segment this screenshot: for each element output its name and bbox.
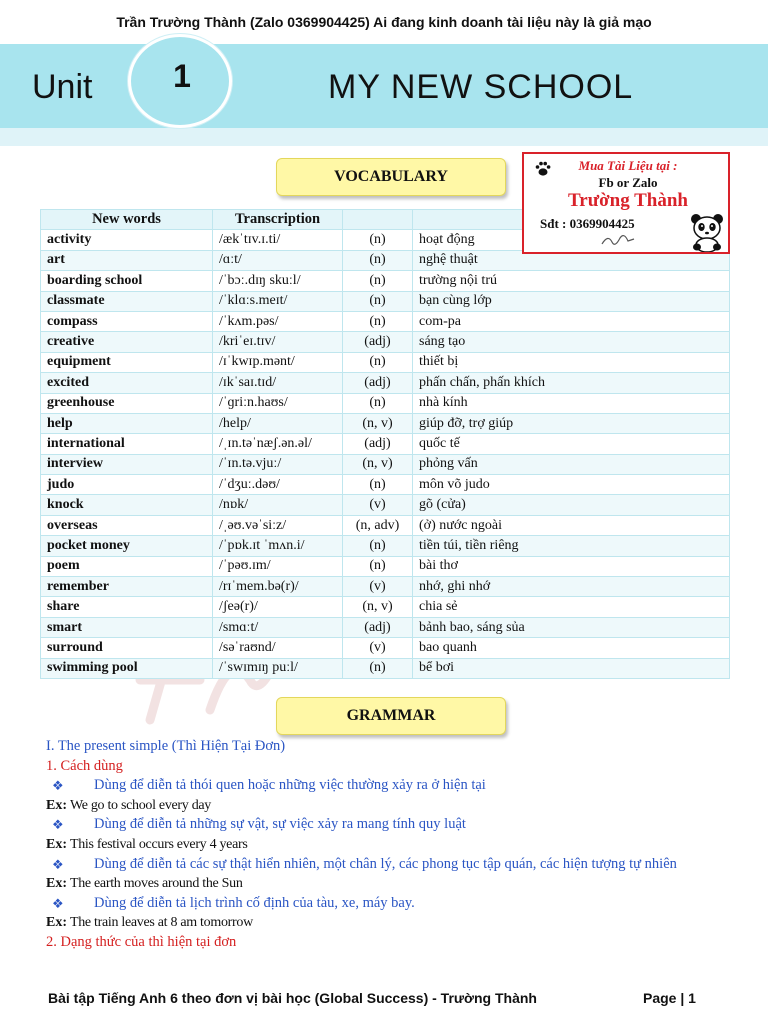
unit-title: MY NEW SCHOOL: [328, 68, 634, 106]
grammar-section: [46, 737, 736, 953]
usage-bullet: [46, 815, 736, 835]
table-row: [41, 291, 730, 311]
word-type-cell: (n): [343, 250, 413, 270]
word-type-cell: (n, v): [343, 454, 413, 474]
meaning-cell: com-pa: [413, 311, 730, 331]
usage-bullet: [46, 855, 736, 875]
word-type-cell: (n, adv): [343, 515, 413, 535]
meaning-cell: sáng tạo: [413, 332, 730, 352]
column-header-transcription: Transcription: [213, 210, 343, 230]
example-label: Ex:: [46, 876, 67, 892]
transcription-cell: /ˈɡriːn.haʊs/: [213, 393, 343, 413]
bullet-text: Dùng để diễn tả thói quen hoặc những việc thường xảy ra ở hiện tại: [94, 777, 486, 794]
example-line: [46, 796, 736, 816]
word-type-cell: (adj): [343, 434, 413, 454]
grammar-topic-heading: I. The present simple (Thì Hiện Tại Đơn): [46, 738, 286, 754]
meaning-cell: chia sẻ: [413, 597, 730, 617]
table-row: [41, 597, 730, 617]
word-cell: knock: [41, 495, 213, 515]
table-row: [41, 556, 730, 576]
transcription-cell: /ˈɪn.tə.vjuː/: [213, 454, 343, 474]
word-cell: excited: [41, 373, 213, 393]
stamp-seller-name: Trường Thành: [568, 190, 688, 211]
word-cell: judo: [41, 475, 213, 495]
header-note: Trần Trường Thành (Zalo 0369904425) Ai đang kinh doanh tài liệu này là giả mạo: [116, 14, 652, 30]
panda-icon: [688, 212, 726, 252]
meaning-cell: tiền túi, tiền riêng: [413, 536, 730, 556]
meaning-cell: giúp đỡ, trợ giúp: [413, 413, 730, 433]
footer-book-title: Bài tập Tiếng Anh 6 theo đơn vị bài học (Global Success) - Trường Thành: [48, 990, 537, 1006]
stamp-buy-text: Mua Tài Liệu tại :: [578, 158, 678, 173]
table-row: [41, 271, 730, 291]
transcription-cell: /ˈklɑːs.meɪt/: [213, 291, 343, 311]
bullet-text: Dùng để diễn tả lịch trình cố định của tàu, xe, máy bay.: [94, 894, 415, 911]
usage-bullet: [46, 894, 736, 914]
meaning-cell: gõ (cửa): [413, 495, 730, 515]
diamond-bullet-icon: ❖: [52, 778, 64, 794]
page-footer: [0, 988, 768, 1012]
table-row: [41, 434, 730, 454]
example-label: Ex:: [46, 915, 67, 931]
table-row: [41, 393, 730, 413]
word-type-cell: (n): [343, 658, 413, 678]
word-cell: share: [41, 597, 213, 617]
meaning-cell: quốc tế: [413, 434, 730, 454]
example-line: [46, 835, 736, 855]
word-cell: equipment: [41, 352, 213, 372]
transcription-cell: /kriˈeɪ.tɪv/: [213, 332, 343, 352]
word-type-cell: (n): [343, 352, 413, 372]
table-row: [41, 495, 730, 515]
table-row: [41, 658, 730, 678]
transcription-cell: /ˈdʒuː.dəʊ/: [213, 475, 343, 495]
signature: [600, 232, 636, 250]
stamp-phone: Sđt : 0369904425: [540, 216, 635, 231]
diamond-bullet-icon: ❖: [52, 817, 64, 833]
word-type-cell: (n): [343, 393, 413, 413]
example-text: This festival occurs every 4 years: [69, 836, 248, 852]
word-cell: activity: [41, 230, 213, 250]
word-cell: swimming pool: [41, 658, 213, 678]
transcription-cell: /ɪkˈsaɪ.tɪd/: [213, 373, 343, 393]
word-cell: international: [41, 434, 213, 454]
transcription-cell: /ˈbɔː.dɪŋ skuːl/: [213, 271, 343, 291]
bullet-text: Dùng để diễn tả những sự vật, sự việc xảy ra mang tính quy luật: [94, 816, 466, 833]
table-row: [41, 536, 730, 556]
transcription-cell: /ˌɪn.təˈnæʃ.ən.əl/: [213, 434, 343, 454]
word-type-cell: (v): [343, 577, 413, 597]
transcription-cell: /səˈraʊnd/: [213, 638, 343, 658]
example-label: Ex:: [46, 797, 67, 813]
word-type-cell: (adj): [343, 332, 413, 352]
word-type-cell: (v): [343, 495, 413, 515]
word-type-cell: (n, v): [343, 413, 413, 433]
page-number: Page | 1: [643, 990, 696, 1006]
word-type-cell: (n): [343, 311, 413, 331]
word-cell: overseas: [41, 515, 213, 535]
word-cell: classmate: [41, 291, 213, 311]
word-type-cell: (adj): [343, 617, 413, 637]
diamond-bullet-icon: ❖: [52, 856, 64, 872]
word-type-cell: (n): [343, 475, 413, 495]
transcription-cell: /rɪˈmem.bə(r)/: [213, 577, 343, 597]
transcription-cell: /ˈpɒk.ɪt ˈmʌn.i/: [213, 536, 343, 556]
meaning-cell: (ở) nước ngoài: [413, 515, 730, 535]
seller-stamp: [522, 152, 730, 254]
vocabulary-rows: [41, 230, 730, 679]
grammar-heading: GRAMMAR: [276, 697, 506, 735]
word-cell: surround: [41, 638, 213, 658]
meaning-cell: bảnh bao, sáng sủa: [413, 617, 730, 637]
example-line: [46, 913, 736, 933]
example-text: We go to school every day: [69, 797, 212, 813]
meaning-cell: trường nội trú: [413, 271, 730, 291]
transcription-cell: /smɑːt/: [213, 617, 343, 637]
word-type-cell: (n): [343, 230, 413, 250]
transcription-cell: /help/: [213, 413, 343, 433]
meaning-cell: bao quanh: [413, 638, 730, 658]
table-row: [41, 638, 730, 658]
vocabulary-table: [40, 209, 730, 679]
example-label: Ex:: [46, 836, 67, 852]
column-header-new-words: New words: [41, 210, 213, 230]
transcription-cell: /ɑːt/: [213, 250, 343, 270]
table-row: [41, 373, 730, 393]
table-row: [41, 515, 730, 535]
word-cell: compass: [41, 311, 213, 331]
meaning-cell: bài thơ: [413, 556, 730, 576]
usage-bullet: [46, 776, 736, 796]
word-cell: boarding school: [41, 271, 213, 291]
example-text: The earth moves around the Sun: [69, 876, 243, 892]
meaning-cell: bể bơi: [413, 658, 730, 678]
meaning-cell: thiết bị: [413, 352, 730, 372]
word-cell: help: [41, 413, 213, 433]
table-row: [41, 352, 730, 372]
transcription-cell: /nɒk/: [213, 495, 343, 515]
meaning-cell: phỏng vấn: [413, 454, 730, 474]
table-row: [41, 454, 730, 474]
transcription-cell: /ˈkʌm.pəs/: [213, 311, 343, 331]
transcription-cell: /ˌəʊ.vəˈsiːz/: [213, 515, 343, 535]
word-type-cell: (adj): [343, 373, 413, 393]
bullet-text: Dùng để diễn tả các sự thật hiển nhiên, một chân lý, các phong tục tập quán, các hiện tượng tự nhiên: [94, 855, 677, 872]
table-row: [41, 311, 730, 331]
word-cell: smart: [41, 617, 213, 637]
word-cell: interview: [41, 454, 213, 474]
table-row: [41, 475, 730, 495]
meaning-cell: phấn chấn, phấn khích: [413, 373, 730, 393]
word-type-cell: (n): [343, 291, 413, 311]
word-type-cell: (n, v): [343, 597, 413, 617]
example-text: The train leaves at 8 am tomorrow: [69, 915, 253, 931]
meaning-cell: nhà kính: [413, 393, 730, 413]
banner-shadow-strip: [0, 128, 768, 146]
transcription-cell: /ˈpəʊ.ɪm/: [213, 556, 343, 576]
transcription-cell: /ækˈtɪv.ɪ.ti/: [213, 230, 343, 250]
word-cell: remember: [41, 577, 213, 597]
meaning-cell: hoạt động: [413, 230, 730, 250]
form-subheading: 2. Dạng thức của thì hiện tại đơn: [46, 933, 237, 950]
word-type-cell: (n): [343, 556, 413, 576]
word-cell: creative: [41, 332, 213, 352]
transcription-cell: /ɪˈkwɪp.mənt/: [213, 352, 343, 372]
vocabulary-heading: VOCABULARY: [276, 158, 506, 196]
diamond-bullet-icon: ❖: [52, 895, 64, 911]
unit-label: Unit: [32, 68, 93, 106]
unit-number: 1: [173, 58, 191, 94]
table-row: [41, 577, 730, 597]
column-header-type: [343, 210, 413, 230]
usage-subheading: 1. Cách dùng: [46, 757, 123, 774]
meaning-cell: môn võ judo: [413, 475, 730, 495]
meaning-cell: nhớ, ghi nhớ: [413, 577, 730, 597]
table-row: [41, 332, 730, 352]
stamp-channel-text: Fb or Zalo: [598, 175, 658, 190]
meaning-cell: nghệ thuật: [413, 250, 730, 270]
meaning-cell: bạn cùng lớp: [413, 291, 730, 311]
word-type-cell: (n): [343, 536, 413, 556]
table-row: [41, 413, 730, 433]
word-cell: art: [41, 250, 213, 270]
word-type-cell: (v): [343, 638, 413, 658]
word-cell: pocket money: [41, 536, 213, 556]
transcription-cell: /ˈswɪmɪŋ puːl/: [213, 658, 343, 678]
word-cell: poem: [41, 556, 213, 576]
table-row: [41, 617, 730, 637]
word-type-cell: (n): [343, 271, 413, 291]
transcription-cell: /ʃeə(r)/: [213, 597, 343, 617]
example-line: [46, 874, 736, 894]
word-cell: greenhouse: [41, 393, 213, 413]
